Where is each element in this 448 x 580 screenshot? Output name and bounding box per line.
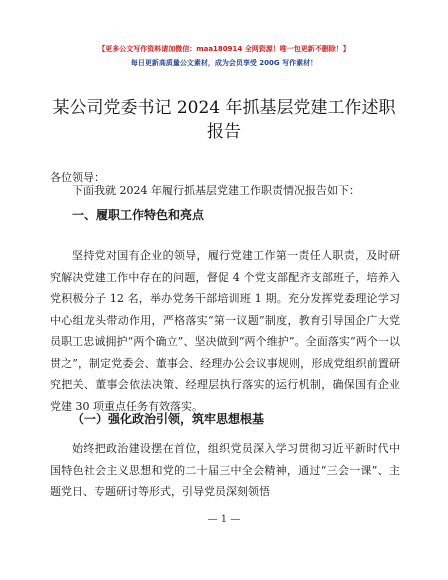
intro-paragraph: 下面我就 2024 年履行抓基层党建工作职责情况报告如下： (72, 184, 360, 197)
body-paragraph: 始终把政治建设摆在首位，组织党员深入学习贯彻习近平新时代中国特色社会主义思想和党的二十届三中全会精神，通过“三会一课”、主题党日、专题研讨等形式，引导党员深刻领悟 (50, 442, 400, 498)
body-paragraph: 坚持党对国有企业的领导，履行党建工作第一责任人职责，及时研究解决党建工作中存在的问题，督促 4 个党支部配齐支部班子，培养入党积极分子 12 名，举办党务干部培训班 1 期。充分发挥党委理论学习中心组龙头带动作用，严格落实“第一议题”制度，教育引导国企广大党员职工忠诚拥护“两个确立”、坚决做到“两个维护”。全面落实“两个一以贯之”，制定党委会、董事会、经理办公会议事规则，形成党组织前置研究把关、董事会依法决策、经理层执行落实的运行机制，确保国有企业党建 30 项重点任务有效落实。 (50, 249, 400, 413)
document-title: 某公司党委书记 2024 年抓基层党建工作述职报告 (52, 98, 396, 142)
promo-banner-line-1: 【更多公文写作资料请加微信：maa180914 全网资源！唯一包更新不删除！】 (98, 45, 350, 53)
salutation: 各位领导： (50, 171, 105, 184)
section-heading: 一、履职工作特色和亮点 (72, 208, 205, 222)
promo-banner-line-2: 每日更新高质量公文素材，成为会员享受 200G 写作素材！ (130, 59, 318, 67)
page-number: — 1 — (207, 514, 241, 525)
subsection-heading: （一）强化政治引领，筑牢思想根基 (72, 412, 265, 426)
